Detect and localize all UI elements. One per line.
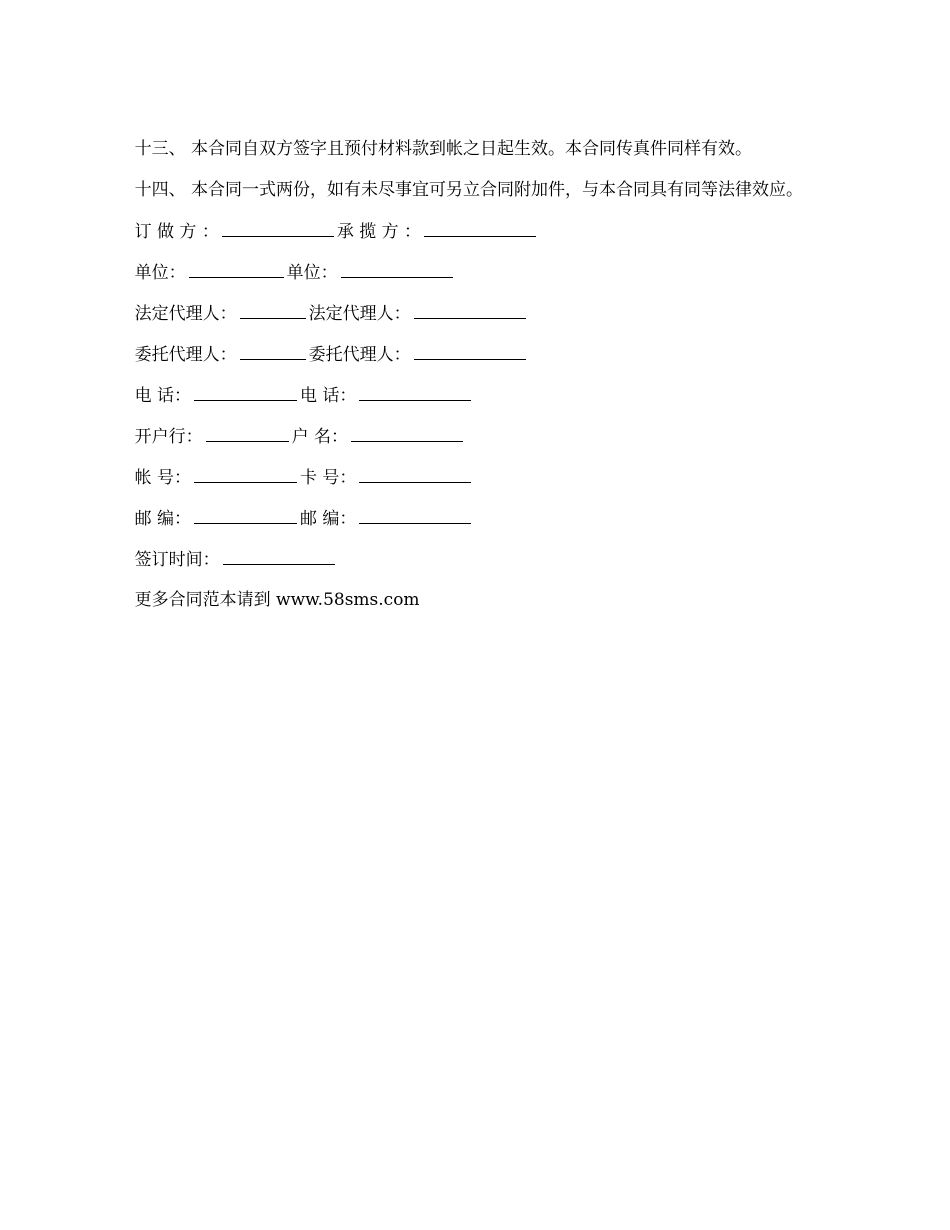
party-b-blank [424, 219, 536, 237]
bank-a-blank [206, 424, 289, 442]
party-a-label: 订 做 方 ： [134, 222, 219, 242]
agent-a-label: 委托代理人： [134, 345, 237, 365]
card-no-b-blank [359, 465, 471, 483]
unit-a-blank [189, 260, 284, 278]
clause-14-text: 十四、 本合同一式两份，如有未尽事宜可另立合同附加件，与本合同具有同等法律效应。 [134, 180, 804, 200]
legal-rep-b-label: 法定代理人： [308, 304, 411, 324]
card-no-b-label: 卡 号： [300, 468, 357, 488]
party-a-blank [222, 219, 334, 237]
footer-more-text: 更多合同范本请到 www.58sms.com [134, 590, 420, 610]
agent-b-blank [414, 342, 526, 360]
legal-rep-a-blank [240, 301, 306, 319]
legal-rep-a-label: 法定代理人： [134, 304, 237, 324]
postcode-a-blank [194, 506, 297, 524]
contract-page [113, 113, 893, 610]
account-no-a-label: 帐 号： [134, 468, 192, 488]
unit-a-label: 单位： [134, 263, 186, 283]
postcode-a-label: 邮 编： [134, 509, 192, 529]
party-b-label: 承 揽 方 ： [336, 222, 422, 242]
agent-a-blank [240, 342, 306, 360]
phone-b-label: 电 话： [300, 386, 357, 406]
account-no-a-blank [194, 465, 297, 483]
bank-a-label: 开户行： [134, 427, 203, 447]
sign-date-label: 签订时间： [134, 550, 220, 570]
unit-b-blank [341, 260, 453, 278]
clause-13 [113, 113, 893, 159]
legal-rep-b-blank [414, 301, 526, 319]
phone-b-blank [359, 383, 471, 401]
account-name-b-label: 户 名： [291, 427, 349, 447]
phone-a-label: 电 话： [134, 386, 192, 406]
unit-b-label: 单位： [286, 263, 338, 283]
postcode-b-blank [359, 506, 471, 524]
clause-13-text: 十三、 本合同自双方签字且预付材料款到帐之日起生效。本合同传真件同样有效。 [134, 139, 753, 159]
sign-date-blank [223, 547, 335, 565]
agent-b-label: 委托代理人： [308, 345, 411, 365]
phone-a-blank [194, 383, 297, 401]
postcode-b-label: 邮 编： [300, 509, 357, 529]
account-name-b-blank [351, 424, 463, 442]
